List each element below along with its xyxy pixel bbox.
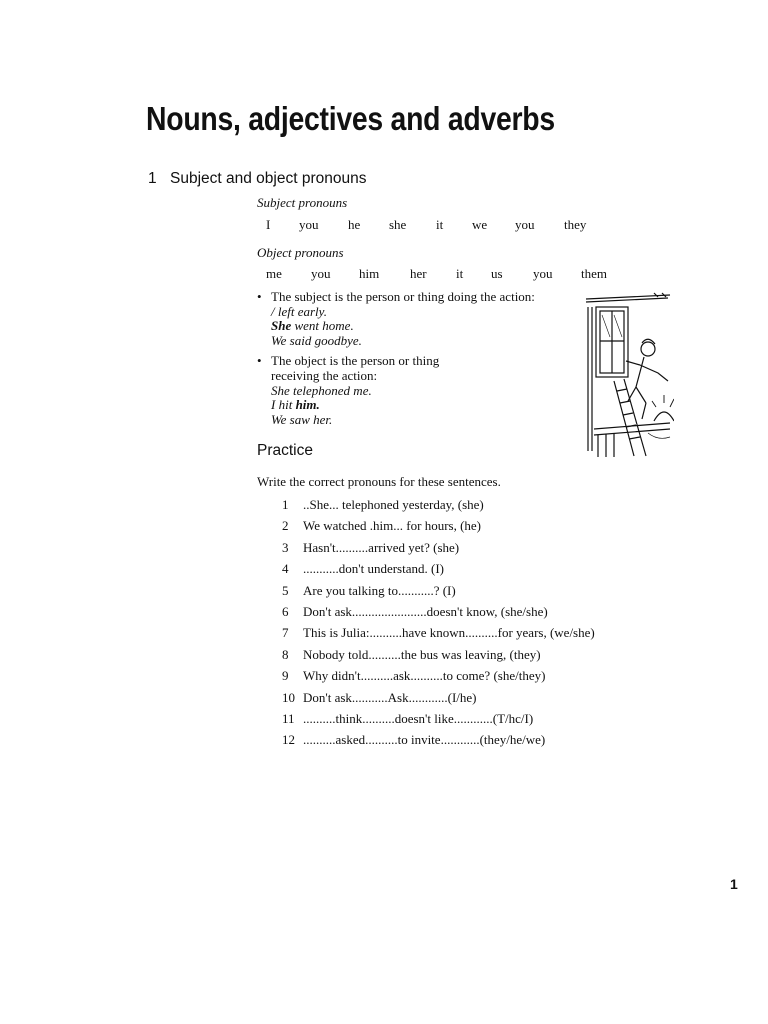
exercise-text: Why didn't..........ask..........to come? (she/they) xyxy=(303,668,546,684)
page-number: 1 xyxy=(730,876,738,892)
object-pronoun: her xyxy=(410,266,427,281)
subject-pronouns-heading: Subject pronouns xyxy=(257,195,348,210)
object-pronoun: you xyxy=(311,266,331,281)
exercise-text: ..She... telephoned yesterday, (she) xyxy=(303,497,484,512)
exercise-number: 11 xyxy=(282,710,295,726)
page-title: Nouns, adjectives and adverbs xyxy=(146,100,555,137)
practice-heading: Practice xyxy=(257,442,313,459)
section-heading xyxy=(148,170,366,188)
object-pronoun: us xyxy=(491,266,503,281)
exercise-item xyxy=(282,561,595,582)
exercise-item xyxy=(282,540,595,561)
exercise-number: 7 xyxy=(282,625,289,641)
object-pronouns-heading: Object pronouns xyxy=(257,245,344,260)
exercise-item xyxy=(282,625,595,646)
example-emphasis: She xyxy=(271,318,292,334)
exercise-number: 4 xyxy=(282,561,289,577)
exercise-number: 9 xyxy=(282,668,289,684)
object-pronoun: them xyxy=(581,266,607,281)
exercise-item xyxy=(282,668,595,689)
example-sentence: / left early. xyxy=(271,303,327,319)
section-number: 1 xyxy=(148,170,157,187)
exercise-item xyxy=(282,647,595,668)
exercise-number: 2 xyxy=(282,518,289,534)
example-sentence: She telephoned me. xyxy=(271,382,372,398)
exercise-text: Are you talking to...........? (I) xyxy=(303,582,456,598)
exercise-number: 12 xyxy=(282,732,295,748)
exercise-text: Don't ask...........Ask............(I/he) xyxy=(303,689,477,705)
exercise-number: 8 xyxy=(282,646,289,662)
object-rule-text: The object is the person or thing xyxy=(271,353,440,369)
object-pronoun: you xyxy=(533,266,553,281)
subject-pronoun: I xyxy=(266,217,271,232)
practice-instruction: Write the correct pronouns for these sentences. xyxy=(257,474,501,489)
exercise-item xyxy=(282,497,595,518)
object-pronoun: him xyxy=(359,266,380,281)
subject-rule xyxy=(257,290,535,305)
exercise-text: Don't ask.......................doesn't know, (she/she) xyxy=(303,603,548,619)
grammar-rules xyxy=(257,290,535,427)
exercise-item xyxy=(282,732,595,753)
object-pronoun: me xyxy=(266,266,282,281)
object-rule-cont: receiving the action: xyxy=(271,367,378,383)
exercise-number: 3 xyxy=(282,539,289,555)
example-sentence xyxy=(257,319,535,334)
subject-pronoun: it xyxy=(436,217,444,232)
exercise-number: 10 xyxy=(282,689,295,705)
example-sentence: We said goodbye. xyxy=(271,332,362,348)
subject-pronoun: you xyxy=(299,217,319,232)
exercise-number: 1 xyxy=(282,497,289,512)
bullet-icon: • xyxy=(257,289,262,304)
exercise-item xyxy=(282,690,595,711)
exercise-item xyxy=(282,583,595,604)
exercise-item xyxy=(282,604,595,625)
example-emphasis: him. xyxy=(295,397,320,413)
subject-pronoun: she xyxy=(389,217,407,232)
object-pronoun: it xyxy=(456,266,464,281)
example-sentence xyxy=(257,398,535,413)
example-rest: went home. xyxy=(291,318,354,334)
subject-pronoun: he xyxy=(348,217,361,232)
exercise-text: We watched .him... for hours, (he) xyxy=(303,518,482,534)
bullet-icon: • xyxy=(257,353,262,369)
exercise-text: ...........don't understand. (I) xyxy=(303,561,444,577)
object-rule xyxy=(257,354,535,369)
exercise-item xyxy=(282,711,595,732)
exercise-text: This is Julia:..........have known..........for years, (we/she) xyxy=(303,625,595,641)
exercise-list xyxy=(282,497,595,754)
example-start: I hit xyxy=(271,397,296,413)
example-sentence: We saw her. xyxy=(271,411,333,427)
subject-rule-text: The subject is the person or thing doing the action: xyxy=(271,289,535,304)
exercise-text: ..........think..........doesn't like............(T/hc/I) xyxy=(303,710,534,726)
exercise-text: Nobody told..........the bus was leaving, (they) xyxy=(303,646,541,662)
exercise-number: 5 xyxy=(282,582,289,598)
exercise-item xyxy=(282,518,595,539)
section-title: Subject and object pronouns xyxy=(170,170,367,187)
exercise-text: Hasn't..........arrived yet? (she) xyxy=(303,539,460,555)
exercise-number: 6 xyxy=(282,603,289,619)
subject-pronoun: you xyxy=(515,217,535,232)
exercise-text: ..........asked..........to invite............(they/he/we) xyxy=(303,732,546,748)
window-climbing-illustration xyxy=(584,291,674,459)
subject-pronoun: they xyxy=(564,217,587,232)
subject-pronoun: we xyxy=(472,217,488,232)
